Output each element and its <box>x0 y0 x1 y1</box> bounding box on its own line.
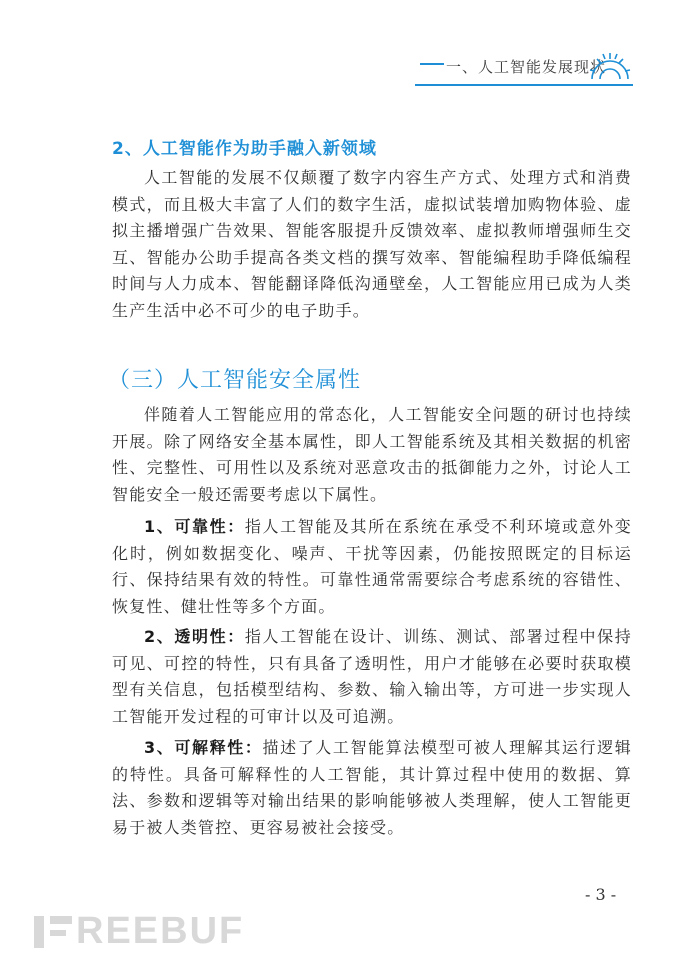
subsection-heading: 2、人工智能作为助手融入新领域 <box>112 139 377 159</box>
watermark-logo-bar <box>50 930 66 936</box>
property-text: 指人工智能在设计、训练、测试、部署过程中保持可见、可控的特性，只有具备了透明性，用户才能够在必要时获取模型有关信息，包括模型结构、参数、输入输出等，方可进一步实现人工智能开发过程的可审计以及可追溯。 <box>112 627 632 726</box>
property-transparency <box>112 624 632 730</box>
freebuf-watermark <box>24 910 245 954</box>
watermark-text: REEBUF <box>76 910 245 952</box>
subsection-paragraph: 人工智能的发展不仅颠覆了数字内容生产方式、处理方式和消费模式，而且极大丰富了人们的数字生活，虚拟试装增加购物体验、虚拟主播增强广告效果、智能客服提升反馈效率、虚拟教师增强师生交互、智能办公助手提高各类文档的撰写效率、智能编程助手降低编程时间与人力成本、智能翻译降低沟通壁垒，人工智能应用已成为人类生产生活中必不可少的电子助手。 <box>112 168 632 320</box>
property-reliability <box>112 514 632 620</box>
property-text: 描述了人工智能算法模型可被人理解其运行逻辑的特性。具备可解释性的人工智能，其计算过程中使用的数据、算法、参数和逻辑等对输出结果的影响能够被人类理解，使人工智能更易于被人类管控、更容易被社会接受。 <box>112 738 632 837</box>
property-label: 2、透明性： <box>144 627 245 646</box>
property-text: 指人工智能及其所在系统在承受不利环境或意外变化时，例如数据变化、噪声、干扰等因素，仍能按照既定的目标运行、保持结果有效的特性。可靠性通常需要综合考虑系统的容错性、恢复性、健壮性等多个方面。 <box>112 517 632 616</box>
header-accent-line-short <box>420 63 444 65</box>
watermark-logo-bar <box>50 916 72 924</box>
watermark-logo-bar <box>34 916 44 948</box>
section-heading: （三）人工智能安全属性 <box>108 368 362 393</box>
header-divider <box>415 84 633 86</box>
property-label: 1、可靠性： <box>144 517 245 536</box>
chapter-title: 一、人工智能发展现状 <box>446 58 607 76</box>
gear-icon <box>588 50 632 80</box>
property-label: 3、可解释性： <box>144 738 263 757</box>
property-explainability <box>112 735 632 841</box>
page-number: - 3 - <box>585 885 617 904</box>
section-intro-paragraph: 伴随着人工智能应用的常态化，人工智能安全问题的研讨也持续开展。除了网络安全基本属性，即人工智能系统及其相关数据的机密性、完整性、可用性以及系统对恶意攻击的抵御能力之外，讨论人工智能安全一般还需要考虑以下属性。 <box>112 405 632 504</box>
